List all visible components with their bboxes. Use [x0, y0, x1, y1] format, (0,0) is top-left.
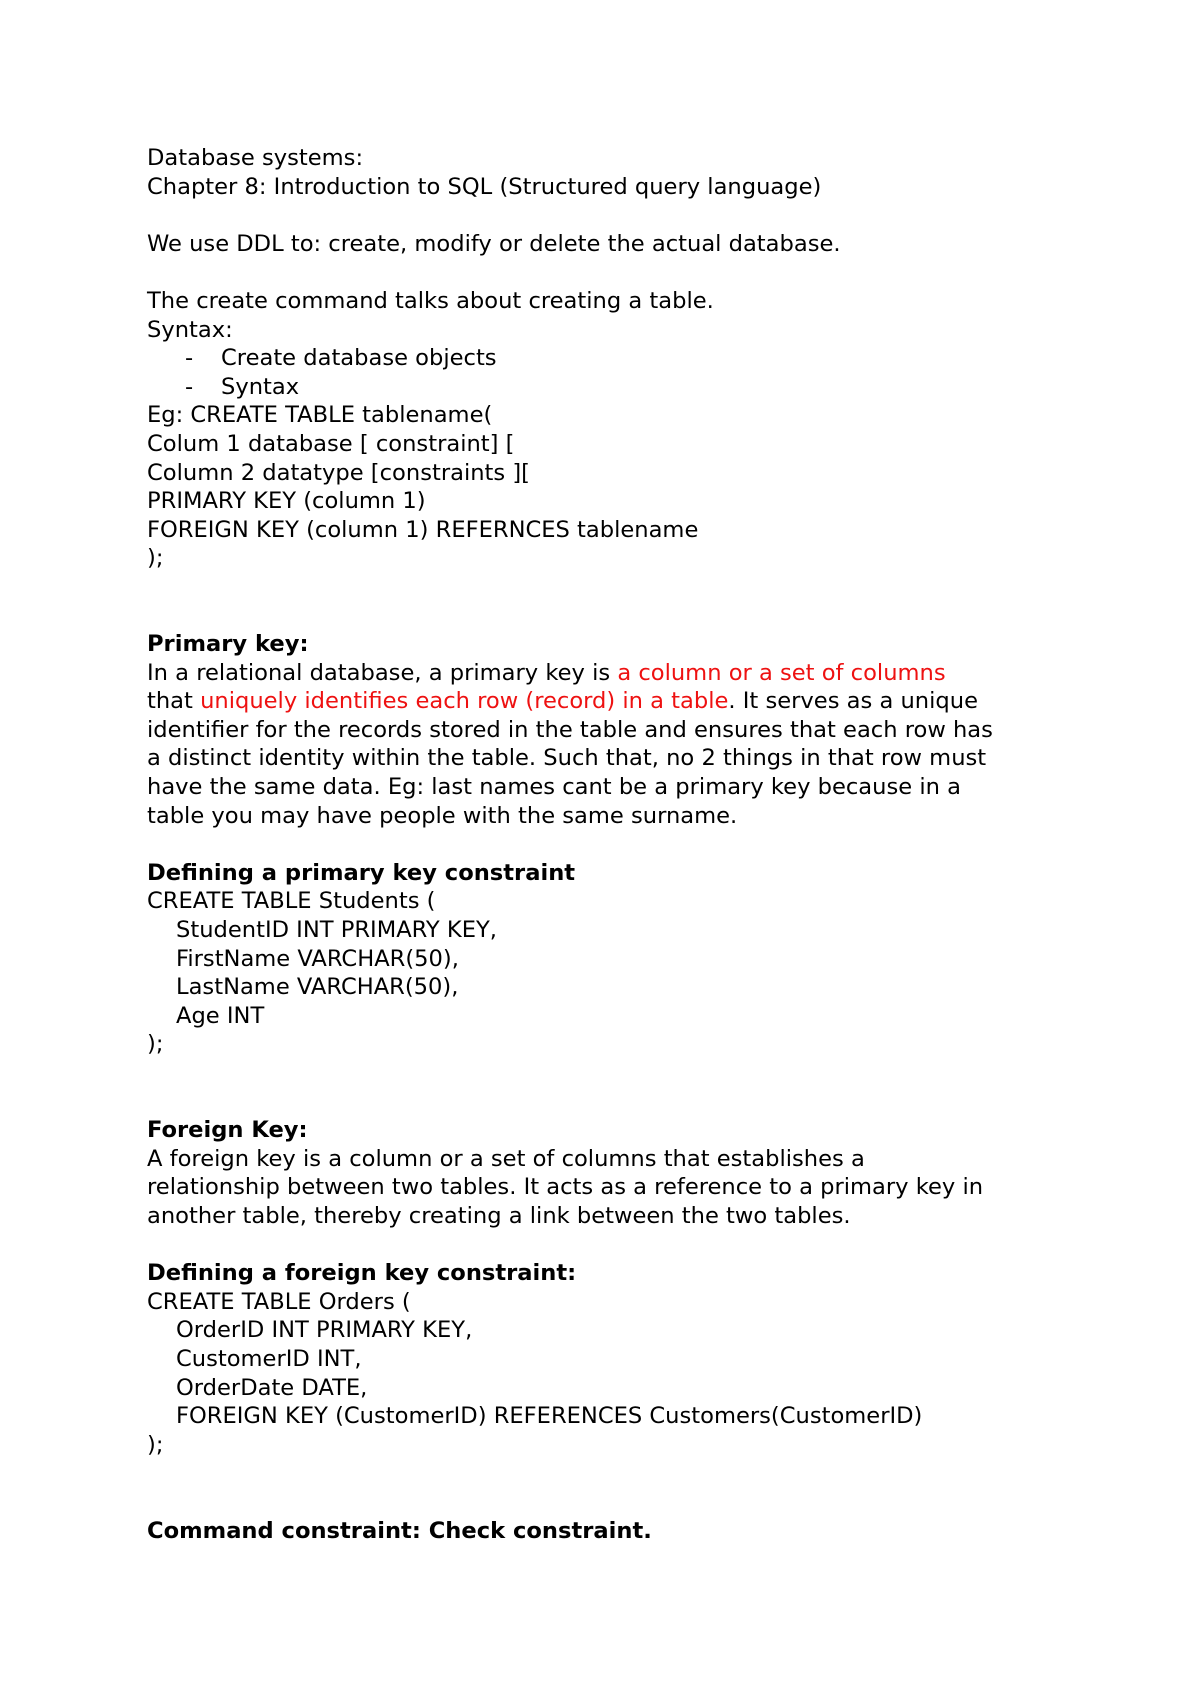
- code-line: Column 2 datatype [constraints ][: [147, 459, 530, 486]
- syntax-label: Syntax:: [147, 316, 233, 343]
- spacer: [147, 1231, 1087, 1260]
- fk-constraint-heading: Defining a foreign key constraint:: [147, 1260, 577, 1287]
- code-line: );: [147, 1431, 164, 1458]
- primary-key-heading: Primary key:: [147, 631, 309, 658]
- code-line: Colum 1 database [ constraint] [: [147, 430, 515, 457]
- code-line: FOREIGN KEY (column 1) REFERNCES tablename: [147, 516, 699, 543]
- paragraph-line: have the same data. Eg: last names cant be a primary key because in a: [147, 774, 961, 801]
- code-line: Eg: CREATE TABLE tablename(: [147, 402, 493, 429]
- paragraph-line: a distinct identity within the table. Such that, no 2 things in that row must: [147, 745, 987, 772]
- code-line: FirstName VARCHAR(50),: [176, 945, 459, 972]
- code-line: PRIMARY KEY (column 1): [147, 488, 426, 515]
- code-line: Age INT: [176, 1002, 265, 1029]
- spacer: [147, 1059, 1087, 1088]
- spacer: [147, 1088, 1087, 1117]
- command-constraint-heading: Command constraint: Check constraint.: [147, 1517, 652, 1544]
- paragraph-line: relationship between two tables. It acts as a reference to a primary key in: [147, 1174, 984, 1201]
- pk-constraint-heading: Defining a primary key constraint: [147, 859, 576, 886]
- create-command-sentence: The create command talks about creating a table.: [147, 287, 714, 314]
- paragraph-line: another table, thereby creating a link between the two tables.: [147, 1202, 851, 1229]
- spacer: [147, 258, 1087, 287]
- spacer: [147, 1488, 1087, 1517]
- spacer: [147, 830, 1087, 859]
- ddl-sentence: We use DDL to: create, modify or delete the actual database.: [147, 230, 841, 257]
- text-run: that: [147, 688, 201, 715]
- paragraph-line: [147, 659, 1087, 688]
- code-line: OrderID INT PRIMARY KEY,: [176, 1317, 473, 1344]
- text-run: . It serves as a unique: [728, 688, 978, 715]
- paragraph-line: identifier for the records stored in the table and ensures that each row has: [147, 716, 993, 743]
- code-line: CustomerID INT,: [176, 1345, 362, 1372]
- foreign-key-heading: Foreign Key:: [147, 1117, 308, 1144]
- code-line: CREATE TABLE Students (: [147, 888, 436, 915]
- code-line: StudentID INT PRIMARY KEY,: [176, 917, 497, 944]
- list-item-text: Create database objects: [221, 345, 497, 372]
- bullet-dash: -: [185, 345, 194, 372]
- code-line: OrderDate DATE,: [176, 1374, 368, 1401]
- code-line: CREATE TABLE Orders (: [147, 1288, 411, 1315]
- paragraph-line: A foreign key is a column or a set of columns that establishes a: [147, 1145, 865, 1172]
- code-line: FOREIGN KEY (CustomerID) REFERENCES Customers(CustomerID): [176, 1403, 923, 1430]
- paragraph-line: table you may have people with the same surname.: [147, 802, 738, 829]
- paragraph-line: [147, 687, 1087, 716]
- list-item: [147, 344, 1087, 373]
- document-page: [147, 144, 1087, 1545]
- highlighted-text: uniquely identifies each row (record) in a table: [200, 688, 729, 715]
- spacer: [147, 573, 1087, 602]
- doc-title: Database systems:: [147, 145, 364, 171]
- chapter-title: Chapter 8: Introduction to SQL (Structured query language): [147, 173, 822, 200]
- spacer: [147, 201, 1087, 230]
- text-run: In a relational database, a primary key is: [147, 659, 618, 686]
- spacer: [147, 1459, 1087, 1488]
- highlighted-text: a column or a set of columns: [617, 659, 946, 686]
- spacer: [147, 602, 1087, 631]
- code-line: LastName VARCHAR(50),: [176, 974, 459, 1001]
- bullet-dash: -: [185, 373, 194, 400]
- code-line: );: [147, 545, 164, 572]
- code-line: );: [147, 1031, 164, 1058]
- list-item-text: Syntax: [221, 373, 300, 400]
- list-item: [147, 373, 1087, 402]
